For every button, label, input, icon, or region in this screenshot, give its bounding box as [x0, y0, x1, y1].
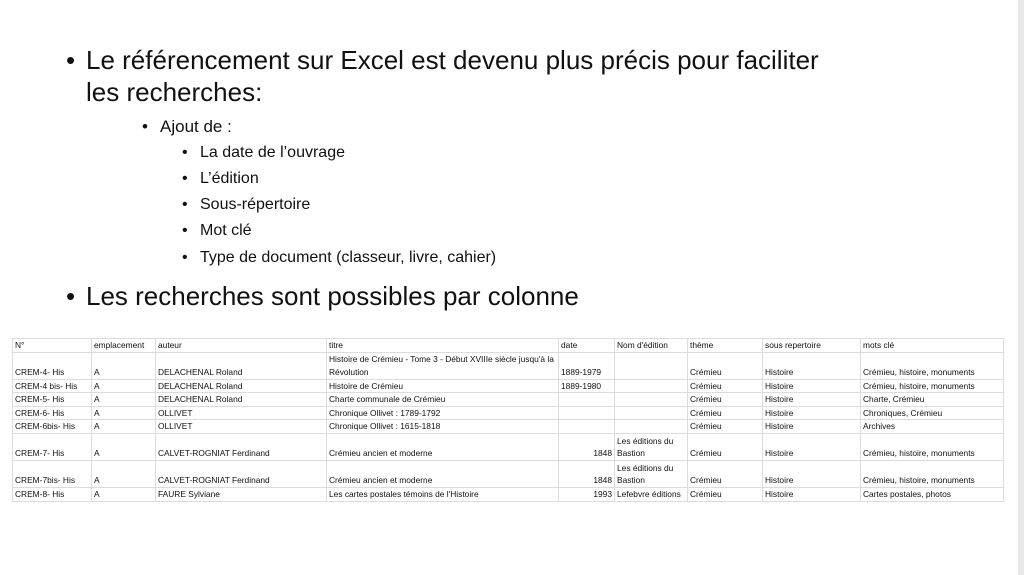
table-cell: Histoire	[763, 433, 861, 460]
table-cell: Crémieu, histoire, monuments	[861, 352, 1004, 379]
column-header: Nom d'édition	[615, 339, 688, 353]
table-cell: OLLIVET	[156, 406, 327, 420]
table-cell: CREM-6bis- His	[13, 420, 92, 434]
table-row	[13, 379, 1004, 393]
table-cell: A	[92, 460, 156, 487]
table-cell: Charte communale de Crémieu	[327, 393, 559, 407]
table-cell: DELACHENAL Roland	[156, 379, 327, 393]
table-cell: CREM-6- His	[13, 406, 92, 420]
table-cell: Histoire de Crémieu - Tome 3 - Début XVIIIe siècle jusqu'à la Révolution	[327, 352, 559, 379]
bullet-sub-label: Ajout de :	[160, 117, 232, 136]
table-cell: Chronique Ollivet : 1789-1792	[327, 406, 559, 420]
table-cell: Crémieu, histoire, monuments	[861, 379, 1004, 393]
table-cell: Les éditions du Bastion	[615, 433, 688, 460]
column-header: date	[559, 339, 615, 353]
table-cell	[559, 420, 615, 434]
column-header: emplacement	[92, 339, 156, 353]
bullet-item-label: Sous-répertoire	[200, 196, 311, 213]
bullet-dot-icon: •	[142, 117, 148, 136]
table-cell: 1848	[559, 460, 615, 487]
bullet-dot-icon: •	[66, 281, 76, 311]
table-cell: Les cartes postales témoins de l'Histoire	[327, 487, 559, 501]
table-cell	[615, 393, 688, 407]
table-row	[13, 487, 1004, 501]
table-cell	[615, 379, 688, 393]
bullet-item-label: L’édition	[200, 170, 259, 187]
bullet-item-label: La date de l’ouvrage	[200, 144, 345, 161]
column-header: mots clé	[861, 339, 1004, 353]
bullet-main-1-line1: Le référencement sur Excel est devenu plus précis pour faciliter	[86, 45, 819, 75]
table-cell: FAURE Sylviane	[156, 487, 327, 501]
table-row	[13, 433, 1004, 460]
table-cell: OLLIVET	[156, 420, 327, 434]
bullet-sub-ajout	[142, 116, 232, 138]
table-cell: Crémieu ancien et moderne	[327, 433, 559, 460]
table-cell: Histoire	[763, 406, 861, 420]
table-cell: Histoire	[763, 420, 861, 434]
table-cell: 1889-1979	[559, 352, 615, 379]
table-cell: Histoire	[763, 352, 861, 379]
table-cell: A	[92, 406, 156, 420]
bullet-item-label: Mot clé	[200, 222, 252, 239]
table-cell: Crémieu	[688, 393, 763, 407]
table-cell: Histoire	[763, 487, 861, 501]
table-cell: CREM-4- His	[13, 352, 92, 379]
column-header: titre	[327, 339, 559, 353]
table-cell: Crémieu	[688, 487, 763, 501]
table-cell: CREM-4 bis- His	[13, 379, 92, 393]
bullet-dot-icon: •	[182, 222, 188, 239]
table-row	[13, 393, 1004, 407]
table-cell: Crémieu	[688, 460, 763, 487]
table-cell: DELACHENAL Roland	[156, 352, 327, 379]
column-header: sous repertoire	[763, 339, 861, 353]
table-cell: A	[92, 433, 156, 460]
table-cell: Crémieu	[688, 379, 763, 393]
bullet-dot-icon: •	[182, 249, 188, 266]
table-cell: 1889-1980	[559, 379, 615, 393]
table-cell: Crémieu ancien et moderne	[327, 460, 559, 487]
column-header: N°	[13, 339, 92, 353]
table-row	[13, 406, 1004, 420]
table-cell: Charte, Crémieu	[861, 393, 1004, 407]
table-cell: A	[92, 487, 156, 501]
slide-edge	[1018, 0, 1024, 575]
column-header: auteur	[156, 339, 327, 353]
bullet-item	[182, 248, 496, 268]
table-cell: Chronique Ollivet : 1615-1818	[327, 420, 559, 434]
table-cell: Archives	[861, 420, 1004, 434]
table-cell	[559, 393, 615, 407]
bullet-main-2-text: Les recherches sont possibles par colonne	[86, 281, 579, 311]
table-cell: Histoire	[763, 379, 861, 393]
table-cell: Histoire de Crémieu	[327, 379, 559, 393]
bullet-main-1	[66, 44, 819, 108]
table-cell: CREM-8- His	[13, 487, 92, 501]
table-cell: CALVET-ROGNIAT Ferdinand	[156, 460, 327, 487]
table-cell	[559, 406, 615, 420]
table-cell: Histoire	[763, 393, 861, 407]
table-cell	[615, 406, 688, 420]
table-cell: Les éditions du Bastion	[615, 460, 688, 487]
table-cell: Histoire	[763, 460, 861, 487]
table-cell: Crémieu, histoire, monuments	[861, 460, 1004, 487]
column-header: thème	[688, 339, 763, 353]
table-cell: CREM-5- His	[13, 393, 92, 407]
bullet-item-label: Type de document (classeur, livre, cahier)	[200, 249, 497, 266]
bullet-item	[182, 169, 259, 189]
table-cell: A	[92, 420, 156, 434]
table-cell: CREM-7bis- His	[13, 460, 92, 487]
bullet-item	[182, 143, 345, 163]
table-cell: 1848	[559, 433, 615, 460]
table-cell: 1993	[559, 487, 615, 501]
bullet-dot-icon: •	[66, 45, 76, 75]
bullet-main-2	[66, 280, 579, 312]
bullet-dot-icon: •	[182, 170, 188, 187]
table-cell: DELACHENAL Roland	[156, 393, 327, 407]
table-cell: CREM-7- His	[13, 433, 92, 460]
table-cell: Crémieu	[688, 352, 763, 379]
table-cell	[615, 352, 688, 379]
table-cell: Crémieu	[688, 433, 763, 460]
table-cell: A	[92, 393, 156, 407]
table-row	[13, 420, 1004, 434]
table-cell: Cartes postales, photos	[861, 487, 1004, 501]
table-cell: A	[92, 352, 156, 379]
table-cell: Crémieu, histoire, monuments	[861, 433, 1004, 460]
table-header-row	[13, 339, 1004, 353]
table-row	[13, 352, 1004, 379]
bullet-item	[182, 195, 310, 215]
table-cell	[615, 420, 688, 434]
table-cell: Crémieu	[688, 406, 763, 420]
table-cell: Chroniques, Crémieu	[861, 406, 1004, 420]
table-cell: A	[92, 379, 156, 393]
table-cell: CALVET-ROGNIAT Ferdinand	[156, 433, 327, 460]
bullet-dot-icon: •	[182, 196, 188, 213]
table-cell: Crémieu	[688, 420, 763, 434]
bullet-item	[182, 221, 252, 241]
table-cell: Lefebvre éditions	[615, 487, 688, 501]
bullet-dot-icon: •	[182, 144, 188, 161]
table-row	[13, 460, 1004, 487]
catalog-table	[12, 338, 1004, 502]
bullet-main-1-line2: les recherches:	[86, 77, 263, 107]
